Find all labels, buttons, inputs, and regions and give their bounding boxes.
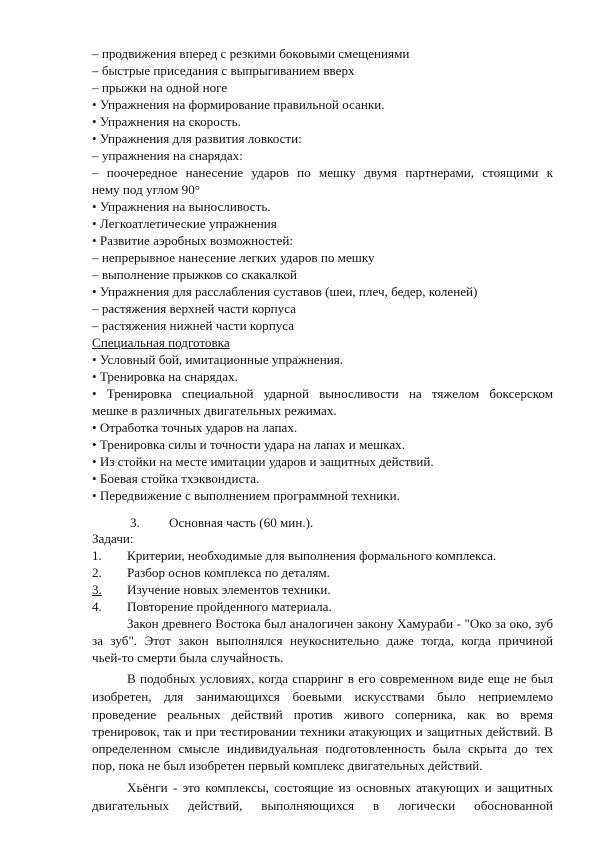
list-item: • Упражнения на выносливость.: [92, 199, 271, 214]
paragraph-line: за зуб". Этот закон выполнялся неукоснительно даже тогда, когда причиной: [92, 633, 553, 648]
paragraph-line: проведение реальных действий против живого соперника, как во время: [92, 707, 553, 722]
section-heading: Специальная подготовка: [92, 335, 230, 350]
list-item: • Из стойки на месте имитации ударов и защитных действий.: [92, 454, 434, 469]
list-item: • Боевая стойка тхэквондиста.: [92, 471, 260, 486]
task-text: Разбор основ комплекса по деталям.: [127, 565, 330, 580]
list-item: • Тренировка специальной ударной выносливости на тяжелом боксерском: [92, 386, 553, 401]
list-item: – быстрые приседания с выпрыгиванием вверх: [92, 63, 355, 78]
task-number: 2.: [92, 565, 102, 580]
task-text: Критерии, необходимые для выполнения формального комплекса.: [127, 548, 497, 563]
list-item: • Отработка точных ударов на лапах.: [92, 420, 298, 435]
list-item: • Упражнения для расслабления суставов (шеи, плеч, бедер, коленей): [92, 284, 478, 299]
section-number: 3.: [130, 515, 140, 530]
list-item: – непрерывное нанесение легких ударов по мешку: [92, 250, 375, 265]
paragraph-line: тренировок, так и при тестировании техники атакующих и защитных действий. В: [92, 724, 553, 739]
list-item: – выполнение прыжков со скакалкой: [92, 267, 298, 282]
list-item: • Развитие аэробных возможностей:: [92, 233, 293, 248]
list-item: – прыжки на одной ноге: [92, 80, 228, 95]
list-item: • Условный бой, имитационные упражнения.: [92, 352, 344, 367]
section-title: Основная часть (60 мин.).: [169, 515, 314, 530]
paragraph-line: двигательных действий, выполняющихся в логически обоснованной: [92, 798, 553, 813]
task-number: 3.: [92, 582, 102, 597]
list-item: – растяжения верхней части корпуса: [92, 301, 297, 316]
list-item: • Тренировка силы и точности удара на лапах и мешках.: [92, 437, 405, 452]
list-item: – продвижения вперед с резкими боковыми смещениями: [92, 46, 410, 61]
list-item: • Упражнения на формирование правильной осанки.: [92, 97, 385, 112]
list-item: • Упражнения на скорость.: [92, 114, 241, 129]
paragraph-line: определенном смысле индивидуальная подготовленность была скрыта до тех: [92, 741, 553, 756]
list-item-continuation: мешке в различных двигательных режимах.: [92, 403, 337, 418]
paragraph-line: чьей-то смерти была случайность.: [92, 650, 284, 665]
paragraph-line: Закон древнего Востока был аналогичен закону Хамураби - "Око за око, зуб: [127, 616, 553, 631]
list-item: • Упражнения для развития ловкости:: [92, 131, 302, 146]
list-item: – растяжения нижней части корпуса: [92, 318, 295, 333]
list-item: • Легкоатлетические упражнения: [92, 216, 277, 231]
paragraph-line: В подобных условиях, когда спарринг в его современном виде еще не был: [127, 671, 553, 686]
list-item: – упражнения на снарядах:: [92, 148, 243, 163]
list-item: • Передвижение с выполнением программной техники.: [92, 488, 400, 503]
paragraph-line: изобретен, для занимающихся боевыми искусствами было неприемлемо: [92, 689, 553, 704]
task-text: Повторение пройденного материала.: [127, 599, 332, 614]
list-item-continuation: нему под углом 90°: [92, 182, 201, 197]
task-text: Изучение новых элементов техники.: [127, 582, 331, 597]
list-item: • Тренировка на снарядах.: [92, 369, 238, 384]
tasks-label: Задачи:: [92, 531, 134, 546]
task-number: 1.: [92, 548, 102, 563]
paragraph-line: Хьёнги - это комплексы, состоящие из основных атакующих и защитных: [127, 780, 553, 795]
list-item: – поочередное нанесение ударов по мешку двумя партнерами, стоящими к: [92, 165, 553, 180]
task-number: 4.: [92, 599, 102, 614]
paragraph-line: пор, пока не был изобретен первый комплекс двигательных действий.: [92, 758, 483, 773]
